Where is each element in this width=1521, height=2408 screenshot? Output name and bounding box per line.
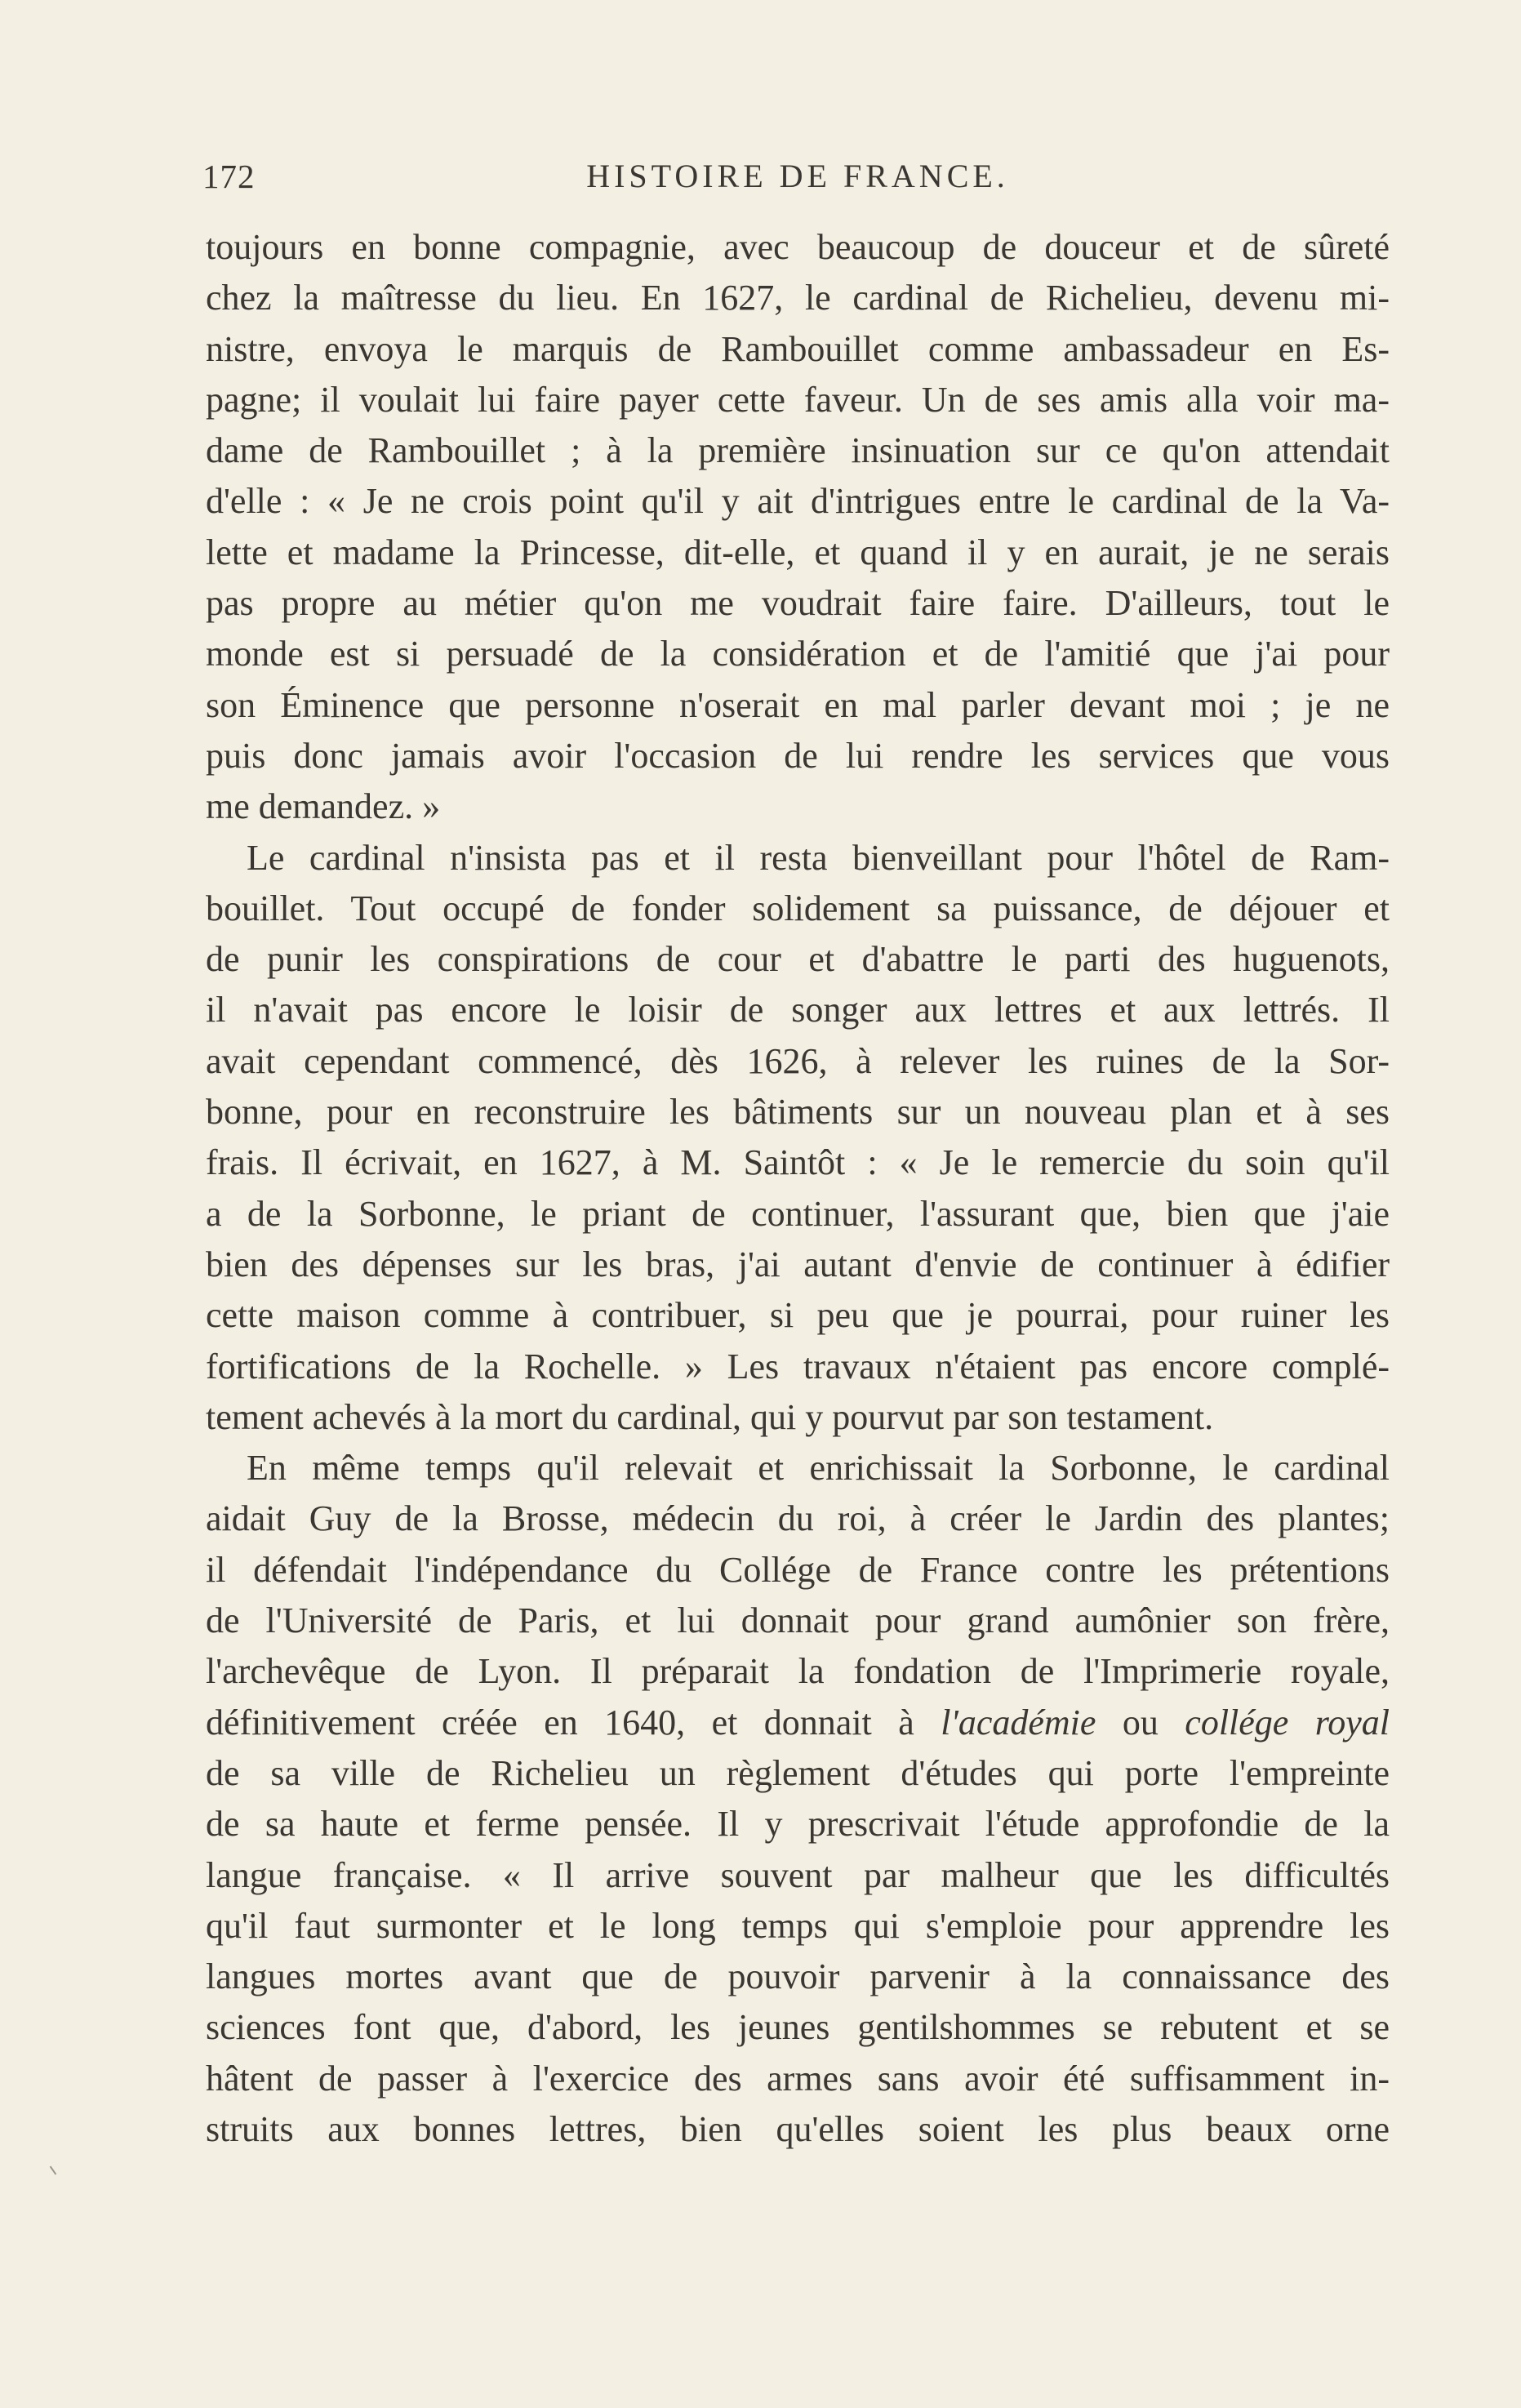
text-line: toujours en bonne compagnie, avec beaucoup de douceur et de sûreté [206,227,1390,267]
text-line: fortifications de la Rochelle. » Les travaux n'étaient pas encore complé- [206,1346,1390,1386]
text-line: nistre, envoya le marquis de Rambouillet comme ambassadeur en Es- [206,328,1390,369]
text-line: dame de Rambouillet ; à la première insinuation sur ce qu'on attendait [206,430,1390,471]
page-header [202,157,1393,206]
text-line: pagne; il voulait lui faire payer cette faveur. Un de ses amis alla voir ma- [206,379,1390,420]
text-line: me demandez. » [206,786,441,827]
body-text [206,222,1390,2155]
text-segment: ou [1096,1702,1185,1743]
text-line: aidait Guy de la Brosse, médecin du roi, à créer le Jardin des plantes; [206,1498,1390,1539]
text-line: cette maison comme à contribuer, si peu que je pourrai, pour ruiner les [206,1295,1390,1336]
text-segment: définitivement créée en 1640, et donnait à [206,1702,941,1743]
text-line: de sa haute et ferme pensée. Il y prescrivait l'étude approfondie de la [206,1804,1390,1845]
text-line: bonne, pour en reconstruire les bâtiments sur un nouveau plan et à ses [206,1092,1390,1133]
text-line: de sa ville de Richelieu un règlement d'études qui porte l'empreinte [206,1752,1390,1793]
text-line: il défendait l'indépendance du Collége de France contre les prétentions [206,1549,1390,1590]
text-line: bien des dépenses sur les bras, j'ai autant d'envie de continuer à édifier [206,1244,1390,1284]
page-number: 172 [202,158,256,195]
italic-term: collége royal [1185,1702,1390,1743]
text-line: de l'Université de Paris, et lui donnait pour grand aumônier son frère, [206,1600,1390,1641]
text-line: bouillet. Tout occupé de fonder solidement sa puissance, de déjouer et [206,888,1390,928]
text-line: qu'il faut surmonter et le long temps qui s'emploie pour apprendre les [206,1905,1390,1946]
running-title: HISTOIRE DE FRANCE. [586,158,1009,194]
text-line [206,1698,1390,1748]
text-line: chez la maîtresse du lieu. En 1627, le cardinal de Richelieu, devenu mi- [206,278,1390,318]
text-line: d'elle : « Je ne crois point qu'il y ait d'intrigues entre le cardinal de la Va- [206,481,1390,522]
text-line: de punir les conspirations de cour et d'abattre le parti des huguenots, [206,939,1390,980]
text-line: En même temps qu'il relevait et enrichissait la Sorbonne, le cardinal [247,1448,1390,1489]
text-line: monde est si persuadé de la considération et de l'amitié que j'ai pour [206,634,1390,674]
text-line: puis donc jamais avoir l'occasion de lui rendre les services que vous [206,735,1390,776]
text-line: langues mortes avant que de pouvoir parvenir à la connaissance des [206,1956,1390,1997]
text-line: il n'avait pas encore le loisir de songer aux lettres et aux lettrés. Il [206,990,1390,1030]
text-line: tement achevés à la mort du cardinal, qui y pourvut par son testament. [206,1396,1214,1437]
text-line: pas propre au métier qu'on me voudrait faire faire. D'ailleurs, tout le [206,583,1390,624]
text-line: lette et madame la Princesse, dit-elle, et quand il y en aurait, je ne serais [206,532,1390,572]
text-line: sciences font que, d'abord, les jeunes gentilshommes se rebutent et se [206,2007,1390,2048]
text-line: l'archevêque de Lyon. Il préparait la fondation de l'Imprimerie royale, [206,1651,1390,1692]
italic-term: l'académie [941,1702,1096,1743]
text-line: langue française. « Il arrive souvent par malheur que les difficultés [206,1854,1390,1895]
text-line: Le cardinal n'insista pas et il resta bienveillant pour l'hôtel de Ram- [247,837,1390,878]
text-line: struits aux bonnes lettres, bien qu'elles soient les plus beaux orne [206,2108,1390,2149]
text-line: hâtent de passer à l'exercice des armes sans avoir été suffisamment in- [206,2058,1390,2099]
paper-speck [50,2166,57,2175]
text-line: avait cependant commencé, dès 1626, à relever les ruines de la Sor- [206,1040,1390,1081]
text-line: frais. Il écrivait, en 1627, à M. Saintôt : « Je le remercie du soin qu'il [206,1142,1390,1183]
text-line: a de la Sorbonne, le priant de continuer, l'assurant que, bien que j'aie [206,1193,1390,1234]
text-line: son Éminence que personne n'oserait en mal parler devant moi ; je ne [206,684,1390,725]
